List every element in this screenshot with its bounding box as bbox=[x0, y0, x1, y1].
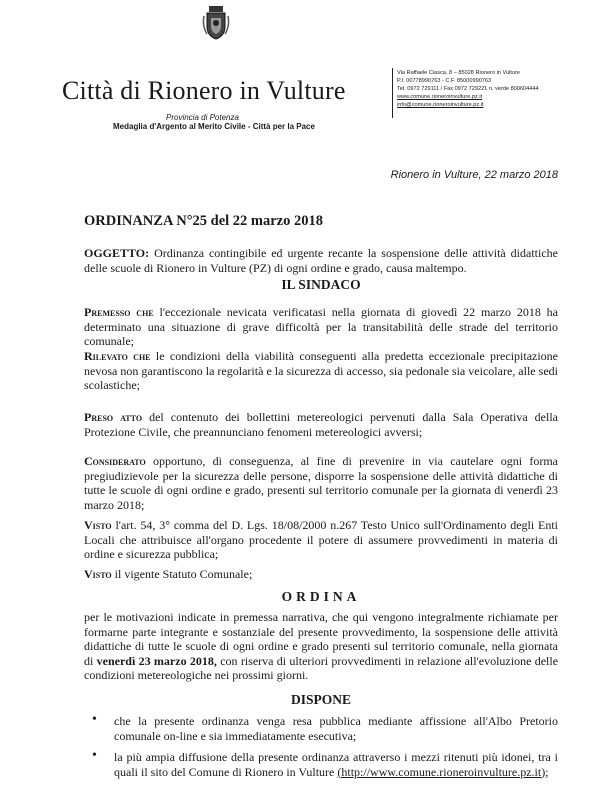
bullet-tail: ; bbox=[545, 764, 549, 779]
ordina-text-part1: per le motivazioni indicate in premessa narrativa, che qui vengono integralmente richiamate per formarne parte integrante e sostanziale del presente provvedimento, la sospensione delle attività didattiche di tutte le scuole di ogni ordine e grado presenti sul territorio comunale, nella giornata di bbox=[84, 610, 558, 668]
bullet-marker: • bbox=[92, 712, 97, 727]
visto-statuto-paragraph bbox=[84, 567, 558, 582]
oggetto-paragraph bbox=[84, 246, 558, 275]
preso-atto-paragraph bbox=[84, 410, 558, 439]
medal-line: Medaglia d'Argento al Merito Civile - Città per la Pace bbox=[113, 122, 315, 131]
ordina-date-bold: venerdì 23 marzo 2018, bbox=[96, 653, 217, 668]
considerato-paragraph bbox=[84, 454, 558, 512]
visto-label: Visto bbox=[84, 567, 112, 581]
ordina-text-part2: con riserva di ulteriori provvedimenti in relazione all'evoluzione delle condizioni metereologiche nei prossimi giorni. bbox=[84, 653, 559, 682]
premesso-label: Premesso che bbox=[84, 305, 154, 319]
bullet-text: la più ampia diffusione della presente ordinanza attraverso i mezzi ritenuti più idonei, tra i quali il sito del Comune di Rionero in Vulture bbox=[114, 750, 558, 779]
contact-block bbox=[397, 69, 539, 109]
phone-line: Tel. 0972 729111 / Fax 0972 729221 n. verde 800604444 bbox=[397, 86, 539, 92]
coat-of-arms-icon bbox=[202, 6, 230, 40]
rilevato-text: le condizioni della viabilità conseguenti alla predetta eccezionale precipitazione nevosa non garantiscono la regolarità e la sicurezza di accesso, sia pedonale sia veicolare, alle sedi scolastiche; bbox=[84, 349, 559, 392]
dispone-heading: DISPONE bbox=[290, 692, 351, 707]
city-name: Città di Rionero in Vulture bbox=[62, 76, 346, 105]
oggetto-label: OGGETTO: bbox=[84, 246, 150, 260]
considerato-label: Considerato bbox=[84, 454, 146, 468]
ordinance-title: ORDINANZA N°25 del 22 marzo 2018 bbox=[84, 213, 323, 229]
website-link[interactable]: www.comune.rioneroinvulture.pz.it bbox=[397, 94, 483, 100]
visto-tuel-text: l'art. 54, 3° comma del D. Lgs. 18/08/2000 n.267 Testo Unico sull'Ordinamento degli Enti Locali che attribuisce all'organo procedente il potere di assumere provvedimenti in materia di ordine e sicurezza pubblica; bbox=[84, 518, 558, 561]
comune-website-link[interactable]: (http://www.comune.rioneroinvulture.pz.it) bbox=[337, 764, 546, 779]
visto-tuel-paragraph bbox=[84, 518, 558, 562]
preso-atto-label: Preso atto bbox=[84, 410, 143, 424]
bullet-marker: • bbox=[92, 748, 97, 763]
bullet-text: che la presente ordinanza venga resa pubblica mediante affissione all'Albo Pretorio comunale on-line e sia immediatamente esecutiva; bbox=[114, 714, 558, 743]
visto-statuto-text: il vigente Statuto Comunale; bbox=[114, 567, 253, 581]
ordina-paragraph bbox=[84, 610, 558, 683]
considerato-text: opportuno, di conseguenza, al fine di prevenire in via cautelare ogni forma pregiudizievole per la sicurezza delle persone, disporre la sospensione delle attività didattiche di tutte le scuole di ogni ordine e grado, presenti sul territorio comunale per la giornata di venerdì 23 marzo 2018; bbox=[84, 454, 559, 512]
ordina-heading: ORDINA bbox=[281, 589, 361, 604]
oggetto-text: Ordinanza contingibile ed urgente recante la sospensione delle attività didattiche delle scuole di Rionero in Vulture (PZ) di ogni ordine e grado, causa maltempo. bbox=[84, 246, 558, 275]
email-link[interactable]: info@comune.rioneroinvulture.pz.it bbox=[397, 102, 484, 108]
premesso-text: l'eccezionale nevicata verificatasi nella giornata di giovedì 22 marzo 2018 ha determinato una situazione di grave difficoltà per la transitabilità delle strade del territorio comunale; bbox=[84, 305, 558, 348]
premesso-paragraph bbox=[84, 305, 558, 349]
header-divider bbox=[392, 68, 393, 118]
tax-id-line: P.I. 00778990763 - C.F. 85000990763 bbox=[397, 78, 492, 84]
bullet-item-diffusion bbox=[114, 750, 558, 779]
rilevato-paragraph bbox=[84, 349, 558, 393]
bullet-item-publication bbox=[114, 714, 558, 743]
preso-atto-text: del contenuto dei bollettini metereologici pervenuti dalla Sala Operativa della Protezione Civile, che preannunciano fenomeni metereologici avversi; bbox=[84, 410, 558, 439]
sindaco-heading: IL SINDACO bbox=[281, 277, 361, 292]
rilevato-label: Rilevato che bbox=[84, 349, 151, 363]
address-line: Via Raffaele Ciasca, 8 – 85028 Rionero in Vulture bbox=[397, 70, 521, 76]
province-line: Provincia di Potenza bbox=[166, 113, 239, 122]
visto-label: Visto bbox=[84, 518, 112, 532]
date-line: Rionero in Vulture, 22 marzo 2018 bbox=[390, 169, 558, 181]
